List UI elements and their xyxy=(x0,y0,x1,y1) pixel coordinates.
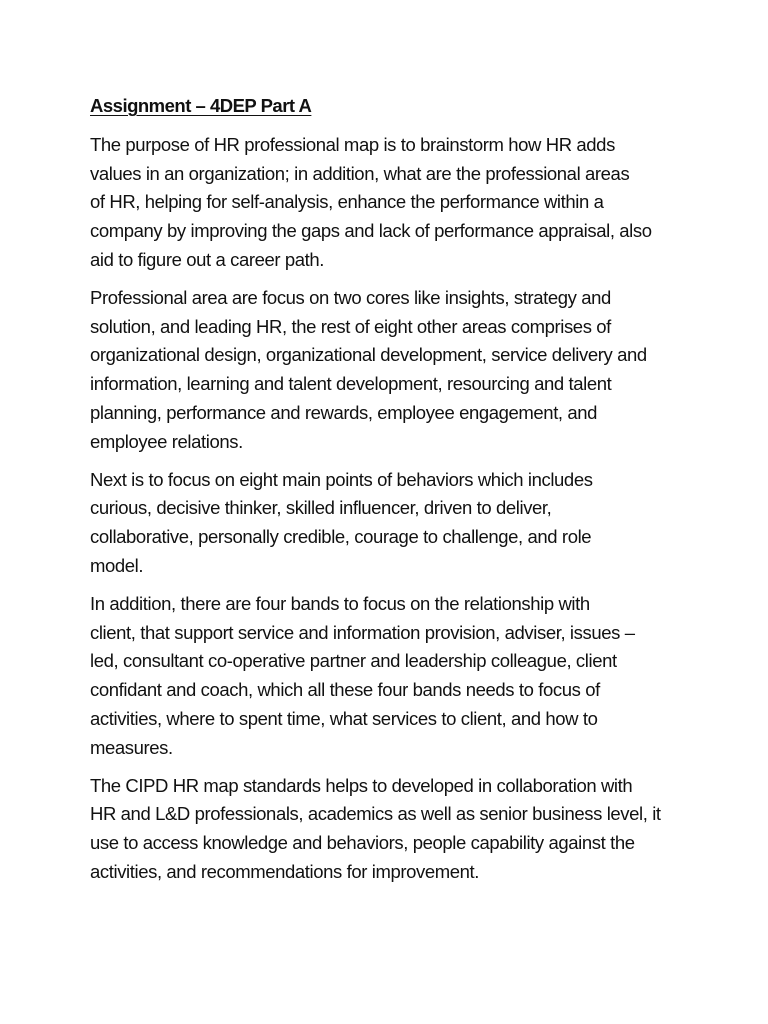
paragraph-line: The CIPD HR map standards helps to developed in collaboration with xyxy=(90,774,633,796)
paragraph-bands xyxy=(90,590,740,763)
paragraph-line: activities, and recommendations for improvement. xyxy=(90,860,480,882)
paragraph-line: aid to figure out a career path. xyxy=(90,248,325,270)
document-page xyxy=(90,92,740,896)
paragraph-line: led, consultant co-operative partner and leadership colleague, client xyxy=(90,650,617,672)
paragraph-line: information, learning and talent development, resourcing and talent xyxy=(90,373,612,395)
paragraph-line: measures. xyxy=(90,736,173,758)
paragraph-line: model. xyxy=(90,554,144,576)
paragraph-line: collaborative, personally credible, courage to challenge, and role xyxy=(90,526,592,548)
paragraph-line: HR and L&D professionals, academics as well as senior business level, it xyxy=(90,803,661,825)
paragraph-line: planning, performance and rewards, employee engagement, and xyxy=(90,401,598,423)
paragraph-line: employee relations. xyxy=(90,430,243,452)
paragraph-line: The purpose of HR professional map is to brainstorm how HR adds xyxy=(90,133,615,155)
paragraph-line: use to access knowledge and behaviors, people capability against the xyxy=(90,832,635,854)
paragraph-line: Next is to focus on eight main points of behaviors which includes xyxy=(90,468,593,490)
paragraph-line: organizational design, organizational development, service delivery and xyxy=(90,344,647,366)
document-title: Assignment – 4DEP Part A xyxy=(90,95,312,116)
paragraph-behaviors xyxy=(90,466,740,581)
paragraph-line: activities, where to spent time, what services to client, and how to xyxy=(90,707,598,729)
paragraph-professional-areas xyxy=(90,284,740,457)
paragraph-line: client, that support service and information provision, adviser, issues – xyxy=(90,621,635,643)
paragraph-line: solution, and leading HR, the rest of eight other areas comprises of xyxy=(90,315,611,337)
paragraph-line: values in an organization; in addition, what are the professional areas xyxy=(90,162,630,184)
paragraph-line: Professional area are focus on two cores like insights, strategy and xyxy=(90,286,611,308)
paragraph-line: company by improving the gaps and lack of performance appraisal, also xyxy=(90,220,652,242)
paragraph-cipd-standards xyxy=(90,772,740,887)
paragraph-line: curious, decisive thinker, skilled influencer, driven to deliver, xyxy=(90,497,552,519)
paragraph-line: confidant and coach, which all these four bands needs to focus of xyxy=(90,679,600,701)
paragraph-line: of HR, helping for self-analysis, enhance the performance within a xyxy=(90,191,604,213)
paragraph-purpose xyxy=(90,131,740,275)
paragraph-line: In addition, there are four bands to focus on the relationship with xyxy=(90,592,590,614)
